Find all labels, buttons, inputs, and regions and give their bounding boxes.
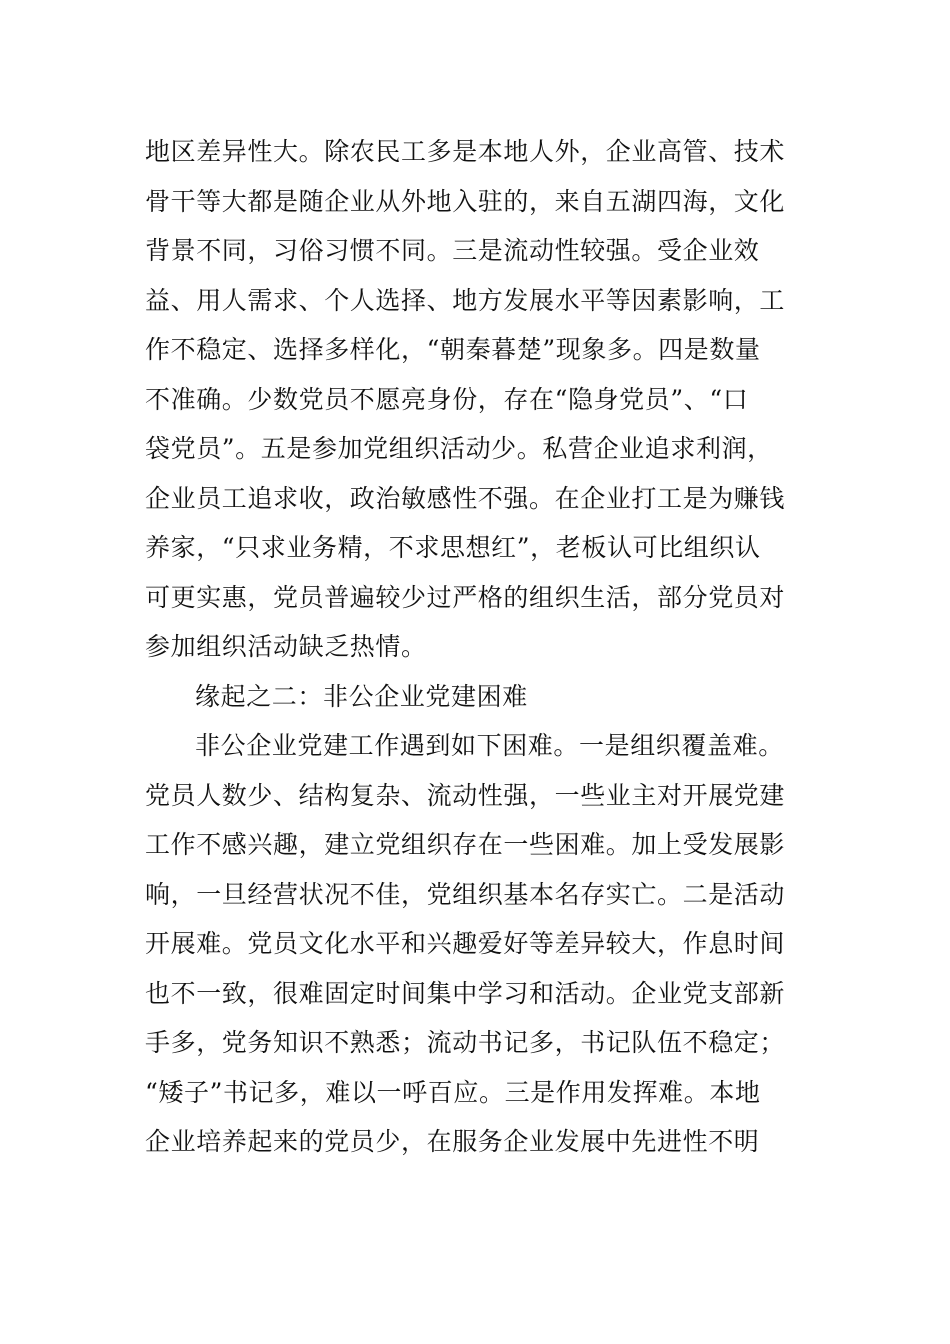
body-text-line: 背景不同，习俗习惯不同。三是流动性较强。受企业效 [145, 236, 760, 265]
body-text-line: 开展难。党员文化水平和兴趣爱好等差异较大，作息时间 [145, 929, 786, 958]
body-text-line: 企业员工追求收，政治敏感性不强。在企业打工是为赚钱 [145, 484, 786, 513]
body-text-line: 参加组织活动缺乏热情。 [145, 632, 427, 661]
body-text-line: 响，一旦经营状况不佳，党组织基本名存实亡。二是活动 [145, 880, 786, 909]
body-text-line: 不准确。少数党员不愿亮身份，存在“隐身党员”、“口 [145, 385, 749, 414]
body-text-line: 可更实惠，党员普遍较少过严格的组织生活，部分党员对 [145, 583, 786, 612]
body-text-line: 作不稳定、选择多样化，“朝秦暮楚”现象多。四是数量 [145, 335, 761, 364]
body-text-line: 党员人数少、结构复杂、流动性强，一些业主对开展党建 [145, 781, 786, 810]
body-text-line: 地区差异性大。除农民工多是本地人外，企业高管、技术 [145, 137, 786, 166]
body-text-line: 养家，“只求业务精，不求思想红”，老板认可比组织认 [145, 533, 761, 562]
body-text-line: 也不一致，很难固定时间集中学习和活动。企业党支部新 [145, 979, 786, 1008]
paragraph-first-line: 非公企业党建工作遇到如下困难。一是组织覆盖难。 [195, 731, 784, 760]
body-text-line: 工作不感兴趣，建立党组织存在一些困难。加上受发展影 [145, 830, 786, 859]
body-text-line: “矮子”书记多，难以一呼百应。三是作用发挥难。本地 [145, 1078, 761, 1107]
body-text-line: 益、用人需求、个人选择、地方发展水平等因素影响，工 [145, 286, 786, 315]
body-text-line: 袋党员”。五是参加党组织活动少。私营企业追求利润， [145, 434, 773, 463]
section-heading: 缘起之二：非公企业党建困难 [195, 682, 528, 711]
body-text-line: 企业培养起来的党员少，在服务企业发展中先进性不明 [145, 1127, 760, 1156]
body-text-line: 骨干等大都是随企业从外地入驻的，来自五湖四海，文化 [145, 187, 786, 216]
body-text-line: 手多，党务知识不熟悉；流动书记多，书记队伍不稳定； [145, 1028, 786, 1057]
